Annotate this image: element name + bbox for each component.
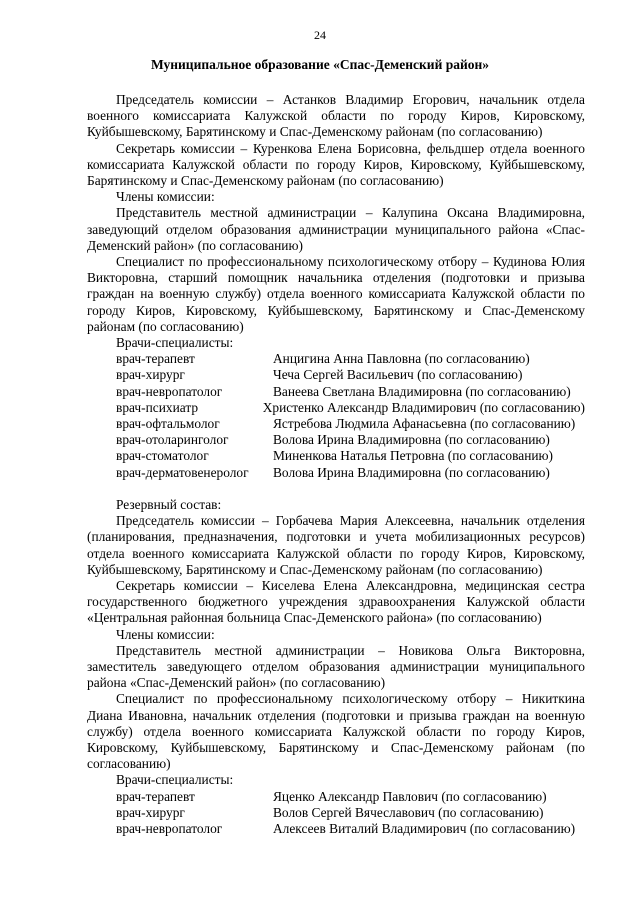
doctor-specialty: врач-дерматовенеролог <box>116 464 249 480</box>
doctor-row <box>87 789 585 805</box>
doctor-name: Ванеева Светлана Владимировна (по согласованию) <box>273 383 571 399</box>
doctor-name: Анцигина Анна Павловна (по согласованию) <box>273 351 530 367</box>
doctor-row <box>87 384 585 400</box>
reserve-secretary: Секретарь комиссии – Киселева Елена Александровна, медицинская сестра государственного бюджетного учреждения здравоохранения Калужской области «Центральная районная больница Спас-Деменского района» (по согласованию) <box>87 578 585 626</box>
doctor-specialty: врач-хирург <box>116 804 185 820</box>
reserve-doctors-label: Врачи-специалисты: <box>116 772 234 788</box>
main-members-label: Члены комиссии: <box>116 189 215 205</box>
doctor-specialty: врач-хирург <box>116 367 185 383</box>
doctor-specialty: врач-невропатолог <box>116 821 223 837</box>
doctor-name: Волова Ирина Владимировна (по согласованию) <box>273 432 550 448</box>
doctor-name: Ястребова Людмила Афанасьевна (по согласованию) <box>273 416 576 432</box>
doctor-row <box>87 416 585 432</box>
doctor-specialty: врач-офтальмолог <box>116 416 220 432</box>
doctor-row <box>87 432 585 448</box>
doctor-name: Волова Ирина Владимировна (по согласованию) <box>273 464 550 480</box>
doctor-name: Христенко Александр Владимирович (по согласованию) <box>262 399 585 415</box>
reserve-admin-rep: Представитель местной администрации – Новикова Ольга Викторовна, заместитель заведующего отделом образования администрации муниципального района «Спас-Деменский район» (по согласованию) <box>87 642 585 691</box>
reserve-members-label: Члены комиссии: <box>116 626 215 642</box>
doctor-row <box>87 465 585 481</box>
doctor-specialty: врач-терапевт <box>116 351 195 367</box>
document-title: Муниципальное образование «Спас-Деменский район» <box>150 57 490 72</box>
reserve-chairman: Председатель комиссии – Горбачева Мария Алексеевна, начальник отделения (планирования, предназначения, подготовки и учета мобилизационных ресурсов) отдела военного комиссариата Калужской области по городу Киров, Кировскому, Куйбышевскому, Барятинскому и Спас-Деменскому районам (по согласованию) <box>87 513 585 577</box>
doctor-name: Волов Сергей Вячеславович (по согласованию) <box>273 804 544 820</box>
main-admin-rep: Представитель местной администрации – Калупина Оксана Владимировна, заведующий отделом образования администрации муниципального района «Спас-Деменский район» (по согласованию) <box>87 205 585 253</box>
doctor-specialty: врач-психиатр <box>116 399 199 415</box>
main-composition <box>87 92 585 481</box>
doctor-row <box>87 821 585 837</box>
doctor-row <box>87 351 585 367</box>
doctor-row <box>87 400 585 416</box>
doctor-specialty: врач-стоматолог <box>116 448 209 464</box>
reserve-composition <box>87 497 585 837</box>
doctor-name: Яценко Александр Павлович (по согласованию) <box>273 788 547 804</box>
doctor-name: Алексеев Виталий Владимирович (по согласованию) <box>273 821 576 837</box>
main-doctors-label: Врачи-специалисты: <box>116 335 234 351</box>
doctor-row <box>87 448 585 464</box>
doctor-specialty: врач-терапевт <box>116 788 195 804</box>
reserve-doctors-list <box>87 789 585 838</box>
reserve-label: Резервный состав: <box>116 497 222 512</box>
doctor-row <box>87 367 585 383</box>
doctor-specialty: врач-невропатолог <box>116 383 223 399</box>
main-doctors-list <box>87 351 585 481</box>
doctor-name: Миненкова Наталья Петровна (по согласованию) <box>273 448 554 464</box>
page-number: 24 <box>314 28 326 42</box>
doctor-row <box>87 805 585 821</box>
doctor-specialty: врач-отоларинголог <box>116 432 229 448</box>
doctor-name: Чеча Сергей Васильевич (по согласованию) <box>273 367 523 383</box>
main-chairman: Председатель комиссии – Астанков Владимир Егорович, начальник отдела военного комиссариата Калужской области по городу Киров, Кировскому, Куйбышевскому, Барятинскому и Спас-Деменскому районам (по согласованию) <box>87 92 585 140</box>
main-psych-specialist: Специалист по профессиональному психологическому отбору – Кудинова Юлия Викторовна, старший помощник начальника отделения (подготовки и призыва граждан на военную службу) отдела военного комиссариата Калужской области по городу Киров, Кировскому, Куйбышевскому, Барятинскому и Спас-Деменскому районам (по согласованию) <box>87 254 585 334</box>
reserve-psych-specialist: Специалист по профессиональному психологическому отбору – Никиткина Диана Ивановна, начальник отделения (подготовки и призыва граждан на военную службу) отдела военного комиссариата Калужской области по городу Киров, Кировскому, Куйбышевскому, Барятинскому и Спас-Деменскому районам (по согласованию) <box>87 691 585 772</box>
main-secretary: Секретарь комиссии – Куренкова Елена Борисовна, фельдшер отдела военного комиссариата Калужской области по городу Киров, Кировскому, Куйбышевскому, Барятинскому и Спас-Деменскому районам (по согласованию) <box>87 140 585 189</box>
